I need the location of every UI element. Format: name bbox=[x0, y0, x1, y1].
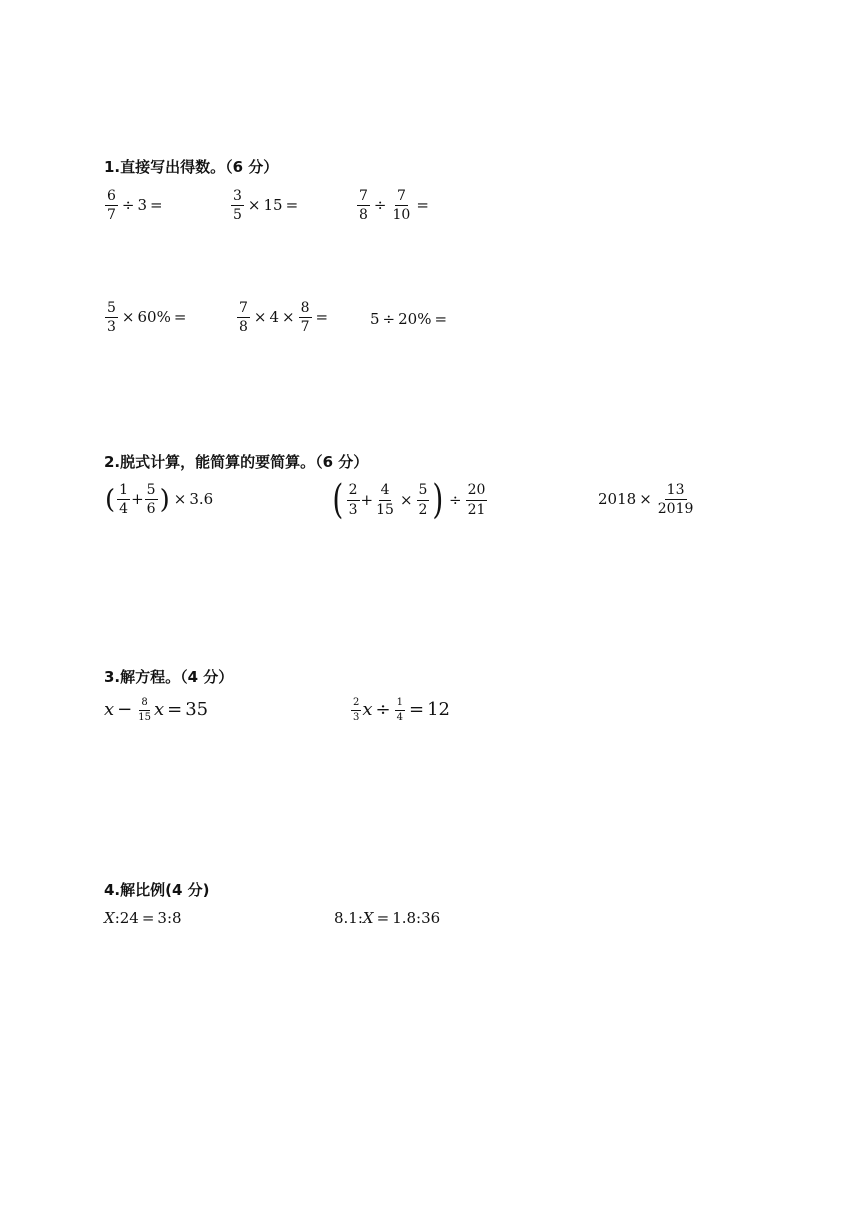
fraction: $\frac{8}{15}$ bbox=[138, 697, 151, 723]
problem-2-1: ( $\frac{1}{4}$ + $\frac{5}{6}$ ) × 3.6 bbox=[105, 482, 214, 518]
fraction: $\frac{5}{2}$ bbox=[418, 482, 428, 518]
fraction: $\frac{5}{3}$ bbox=[107, 300, 116, 336]
problem-1-3: $\frac{7}{8}$ ÷ $\frac{7}{10}$ = bbox=[359, 188, 429, 224]
problem-1-5: $\frac{7}{8}$ × 4 × $\frac{8}{7}$ = bbox=[239, 300, 329, 336]
fraction: $\frac{6}{7}$ bbox=[107, 188, 116, 224]
fraction: $\frac{7}{8}$ bbox=[359, 188, 368, 224]
problem-3-2: $\frac{2}{3}$ x ÷ $\frac{1}{4}$ = 12 bbox=[353, 697, 450, 723]
fraction: $\frac{13}{2019}$ bbox=[657, 482, 694, 518]
problem-4-2: 8.1: X = 1.8:36 bbox=[334, 909, 441, 927]
problem-2-2: ( $\frac{2}{3}$ + $\frac{4}{15}$ × $\frac{5}{2}$ ) ÷ $\frac{20}{21}$ bbox=[332, 477, 486, 523]
problem-1-6: 5 ÷ 20% = bbox=[370, 310, 448, 328]
fraction: $\frac{3}{5}$ bbox=[233, 188, 242, 224]
problem-1-2: $\frac{3}{5}$ × 15 = bbox=[233, 188, 299, 224]
section-4-title: 4.解比例(4 分) bbox=[104, 881, 210, 899]
problem-4-1: X :24 = 3:8 bbox=[104, 909, 182, 927]
fraction: $\frac{1}{4}$ bbox=[396, 697, 403, 723]
fraction: $\frac{4}{15}$ bbox=[376, 482, 394, 518]
section-1-title: 1.直接写出得数。（6 分） bbox=[104, 158, 279, 176]
problem-1-4: $\frac{5}{3}$ × 60% = bbox=[107, 300, 187, 336]
fraction: $\frac{7}{8}$ bbox=[239, 300, 248, 336]
section-3-title: 3.解方程。（4 分） bbox=[104, 668, 234, 686]
problem-3-1: x − $\frac{8}{15}$ x = 35 bbox=[104, 697, 209, 723]
fraction: $\frac{20}{21}$ bbox=[467, 482, 486, 518]
section-2-title: 2.脱式计算，能简算的要简算。（6 分） bbox=[104, 453, 369, 471]
problem-2-3: 2018 × $\frac{13}{2019}$ bbox=[598, 482, 694, 518]
fraction: $\frac{2}{3}$ bbox=[348, 482, 358, 518]
fraction: $\frac{5}{6}$ bbox=[146, 482, 156, 518]
fraction: $\frac{2}{3}$ bbox=[353, 697, 360, 723]
fraction: $\frac{8}{7}$ bbox=[300, 300, 310, 336]
problem-1-1: $\frac{6}{7}$ ÷ 3 = bbox=[107, 188, 163, 224]
fraction: $\frac{1}{4}$ bbox=[119, 482, 129, 518]
fraction: $\frac{7}{10}$ bbox=[392, 188, 411, 224]
